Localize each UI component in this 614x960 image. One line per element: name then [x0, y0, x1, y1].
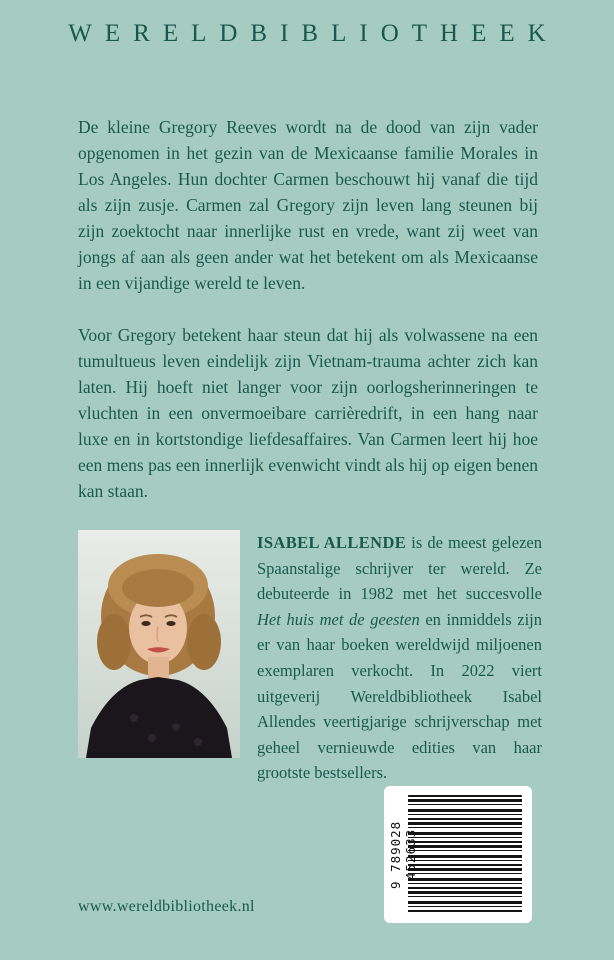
author-portrait-illustration — [78, 530, 240, 758]
publisher-website-url: www.wereldbibliotheek.nl — [78, 898, 255, 915]
author-name: ISABEL ALLENDE — [257, 533, 407, 552]
blurb — [0, 48, 614, 504]
bio-text-part1: is de meest gelezen Spaanstalige schrijver ter wereld. Ze debuteerde in 1982 met het succesvolle — [257, 533, 542, 604]
isbn-number: 9 789028 452633 — [388, 820, 418, 889]
blurb-paragraph-2: Voor Gregory betekent haar steun dat hij als volwassene na een tumultueus leven eindelijk zijn Vietnam-trauma achter zich kan laten. Hij hoeft niet langer voor zijn oorlogsherinneringen te vluchten in een onvermoeibare carrièredrift, in een hang naar luxe en in kortstondige liefdesaffaires. Van Carmen leert hij hoe een mens pas een innerlijk evenwicht vindt als hij op eigen benen kan staan. — [78, 325, 538, 501]
publisher-masthead: WERELDBIBLIOTHEEK — [68, 20, 559, 47]
author-bio-section — [0, 504, 614, 786]
author-bio-text — [257, 530, 542, 786]
book-title: Het huis met de geesten — [257, 609, 420, 629]
bio-text-part2: en inmiddels zijn er van haar boeken wereldwijd miljoenen exemplaren verkocht. In 2022 viert uitgeverij Wereldbibliotheek Isabel Allendes veertigjarige schrijverschap met geheel vernieuwde edities van haar grootste bestsellers. — [257, 609, 542, 783]
blurb-paragraph-1: De kleine Gregory Reeves wordt na de dood van zijn vader opgenomen in het gezin van de Mexicaanse familie Morales in Los Angeles. Hun dochter Carmen beschouwt hij vanaf die tijd als zijn zusje. Carmen zal Gregory zijn leven lang steunen bij zijn zoektocht naar innerlijke rust en vrede, want zij weet van jongs af aan als geen ander wat het betekent om als Mexicaanse in een vijandige wereld te leven. — [78, 117, 538, 293]
barcode — [384, 786, 532, 923]
barcode-bars — [408, 795, 522, 914]
author-photo — [78, 530, 240, 758]
